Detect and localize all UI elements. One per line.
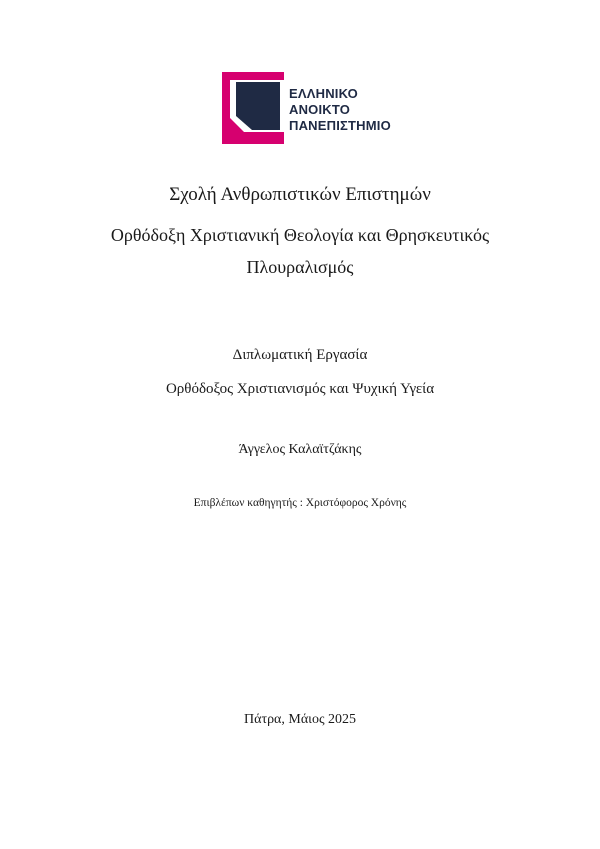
supervisor: Επιβλέπων καθηγητής : Χριστόφορος Χρόνης — [193, 497, 407, 509]
program-title-line-1: Ορθόδοξη Χριστιανική Θεολογία και Θρησκευτικός — [110, 225, 490, 245]
place-date: Πάτρα, Μάιος 2025 — [244, 712, 356, 727]
school-name: Σχολή Ανθρωπιστικών Επιστημών — [169, 184, 431, 205]
university-logo-mark — [222, 72, 288, 144]
logo-line-2: ΑΝΟΙΚΤΟ — [289, 102, 351, 117]
author-name: Άγγελος Καλαϊτζάκης — [238, 442, 362, 457]
logo-wordmark — [289, 86, 391, 134]
logo-line-3: ΠΑΝΕΠΙΣΤΗΜΙΟ — [289, 118, 391, 133]
program-title-line-2: Πλουραλισμός — [246, 257, 354, 277]
thesis-type: Διπλωματική Εργασία — [232, 347, 368, 363]
university-logo — [222, 72, 412, 144]
logo-line-1: ΕΛΛΗΝΙΚΟ — [289, 86, 358, 101]
thesis-title: Ορθόδοξος Χριστιανισμός και Ψυχική Υγεία — [165, 381, 435, 397]
